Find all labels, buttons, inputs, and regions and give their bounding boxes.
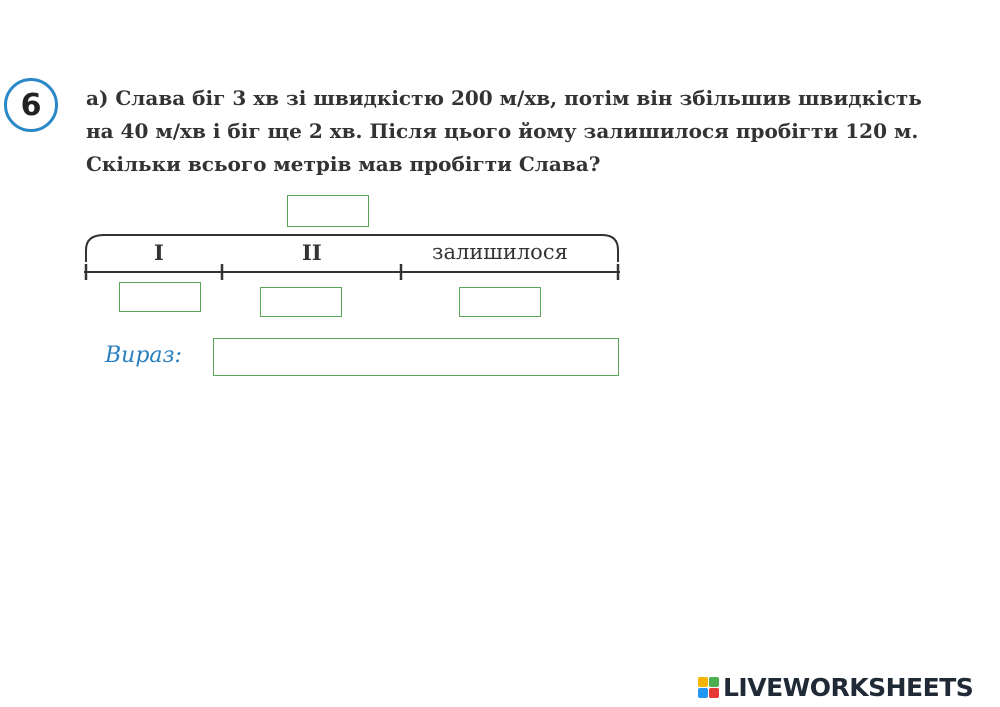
liveworksheets-logo-icon [698,677,719,698]
logo-square [709,688,719,698]
task-number: 6 [20,87,42,123]
liveworksheets-brand [698,673,973,702]
problem-line: Скільки всього метрів мав пробігти Слава? [86,152,601,176]
total-answer-input[interactable] [287,195,369,227]
segment-second-answer-input[interactable] [260,287,342,317]
logo-square [709,677,719,687]
expression-input[interactable] [213,338,619,376]
logo-square [698,677,708,687]
expression-label: Вираз: [105,343,182,368]
brand-name: LIVEWORKSHEETS [723,673,974,702]
segment-label-first: I [154,240,164,265]
segment-first-answer-input[interactable] [119,282,201,312]
problem-statement [86,82,986,181]
logo-square [698,688,708,698]
segment-remaining-answer-input[interactable] [459,287,541,317]
problem-line: на 40 м/хв і біг ще 2 хв. Після цього йому залишилося пробігти 120 м. [86,119,919,143]
task-number-badge [4,78,58,132]
segment-label-second: II [302,240,322,265]
segment-label-remaining: залишилося [432,240,568,264]
problem-line: а) Слава біг 3 хв зі швидкістю 200 м/хв, потім він збільшив швидкість [86,86,922,110]
